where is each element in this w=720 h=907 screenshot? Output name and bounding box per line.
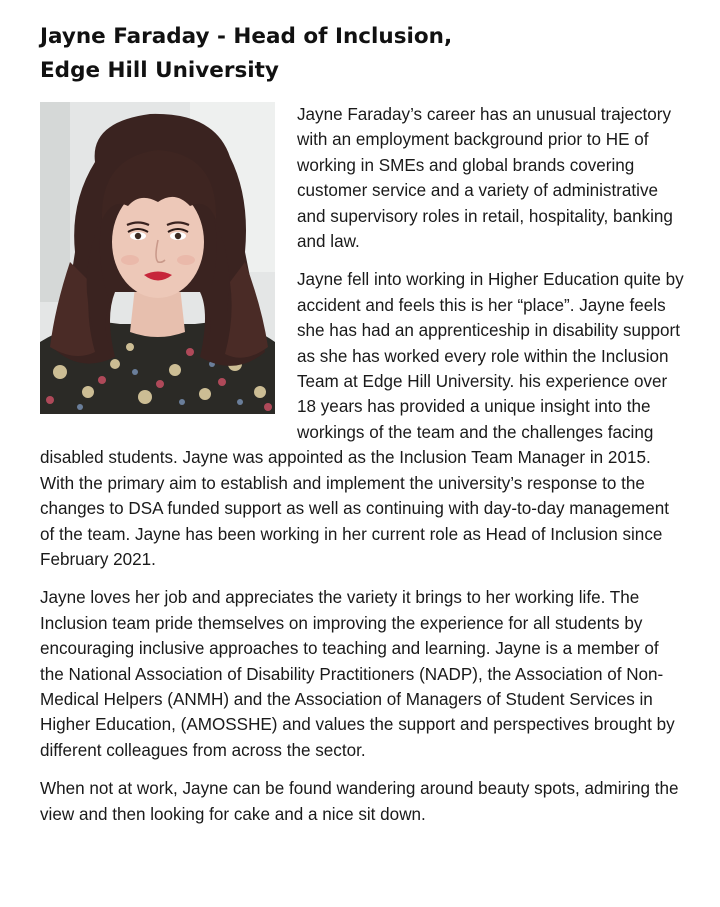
profile-document [40,20,685,840]
bio-paragraph-2: Jayne fell into working in Higher Education quite by accident and feels this is her “place”. Jayne feels she has had an apprenticeship in disability support as she has worked every role within the Inclusion Team at Edge Hill University. his experience over 18 years has provided a unique insight into the workings of the team and the challenges facing disabled students. Jayne was appointed as the Inclusion Team Manager in 2015. With the primary aim to establish and implement the university’s response to the changes to DSA funded support as well as continuing with day-to-day management of the team. Jayne has been working in her current role as Head of Inclusion since February 2021. [40,270,684,569]
portrait-illustration [40,102,275,414]
bio-paragraph-1: Jayne Faraday’s career has an unusual trajectory with an employment background prior to HE of working in SMEs and global brands covering customer service and a variety of administrative and supervisory roles in retail, hospitality, banking and law. [297,105,673,252]
portrait-photo [40,102,275,414]
page-title [40,20,685,88]
bio-paragraph-4: When not at work, Jayne can be found wandering around beauty spots, admiring the view and then looking for cake and a nice sit down. [40,779,679,824]
bio-paragraph-3: Jayne loves her job and appreciates the variety it brings to her working life. The Inclusion team pride themselves on improving the experience for all students by encouraging inclusive approaches to teaching and learning. Jayne is a member of the National Association of Disability Practitioners (NADP), the Association of Non- Medical Helpers (ANMH) and the Association of Managers of Student Services in Higher Education, (AMOSSHE) and values the support and perspectives brought by different colleagues from across the sector. [40,588,675,760]
title-line-2: Edge Hill University [40,58,279,83]
title-line-1: Jayne Faraday - Head of Inclusion, [40,24,453,49]
